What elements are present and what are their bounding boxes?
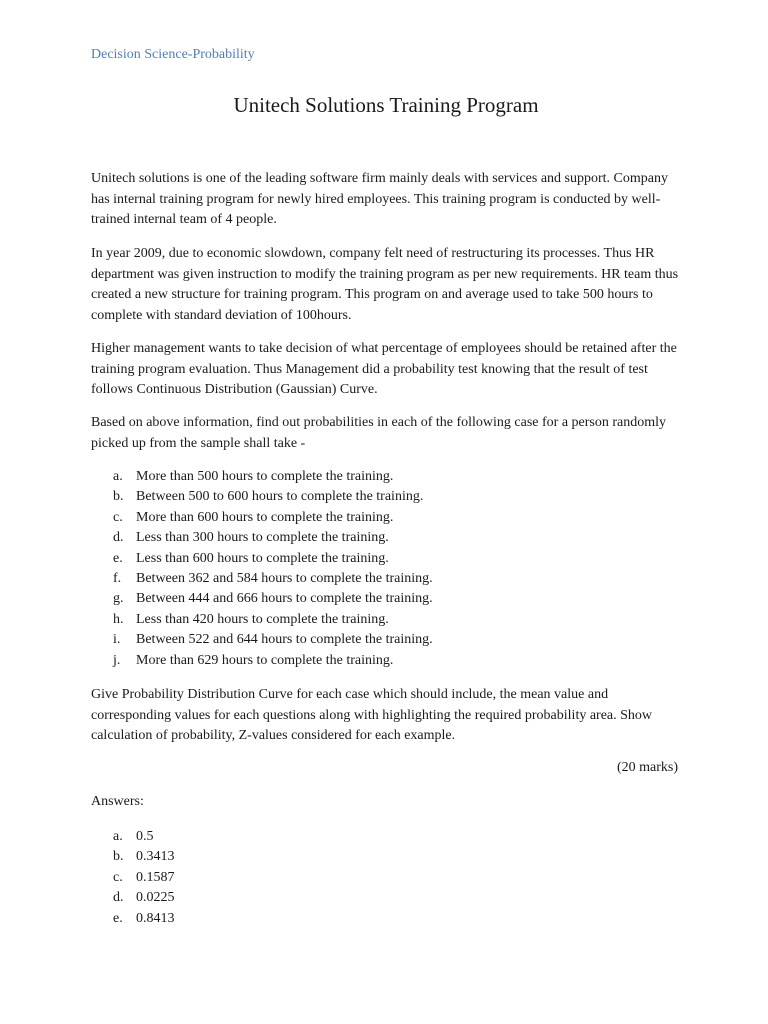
answer-list <box>91 827 681 929</box>
answer-value: 0.0225 <box>136 890 175 906</box>
list-item <box>91 827 681 847</box>
list-item-text: Between 362 and 584 hours to complete the training. <box>136 571 433 587</box>
list-item-text: Less than 420 hours to complete the training. <box>136 611 389 627</box>
list-item-text: More than 629 hours to complete the training. <box>136 652 394 668</box>
list-marker: g. <box>113 591 124 607</box>
list-marker: a. <box>113 469 123 484</box>
list-item <box>91 528 681 548</box>
answer-value: 0.1587 <box>136 869 175 885</box>
list-marker: d. <box>113 530 124 546</box>
paragraph-text: Based on above information, find out probabilities in each of the following case for a person randomly picked up from the sample shall take - <box>91 415 667 451</box>
intro-paragraph <box>91 169 681 231</box>
list-marker: a. <box>113 829 123 844</box>
list-item-text: Less than 300 hours to complete the training. <box>136 530 389 546</box>
list-marker: h. <box>113 611 124 627</box>
restructuring-paragraph <box>91 244 681 327</box>
paragraph-text: Unitech solutions is one of the leading software firm mainly deals with services and support. Company has internal training program for newly hired employees. This training program is conducted by well-trained internal team of 4 people. <box>91 171 668 228</box>
question-intro-paragraph <box>91 413 681 454</box>
list-item <box>91 651 681 671</box>
list-item <box>91 610 681 630</box>
list-item <box>91 508 681 528</box>
list-marker: f. <box>113 571 122 587</box>
list-item-text: More than 600 hours to complete the training. <box>136 509 394 525</box>
list-marker: e. <box>113 550 123 566</box>
list-marker: d. <box>113 890 124 906</box>
list-item-text: Between 522 and 644 hours to complete the training. <box>136 632 433 648</box>
list-marker: e. <box>113 910 123 926</box>
list-item-text: Less than 600 hours to complete the training. <box>136 550 389 566</box>
paragraph-text: In year 2009, due to economic slowdown, company felt need of restructuring its processes. Thus HR department was given instruction to modify the training program as per new requirements. HR team thus created a new structure for training program. This program on and average used to take 500 hours to complete with standard deviation of 100hours. <box>91 246 679 324</box>
paragraph-text: Give Probability Distribution Curve for each case which should include, the mean value and corresponding values for each questions along with highlighting the required probability area. Show calculation of probability, Z-values considered for each example. <box>91 687 653 744</box>
list-item <box>91 589 681 609</box>
running-header: Decision Science-Probability <box>91 47 255 62</box>
paragraph-text: Higher management wants to take decision of what percentage of employees should be retained after the training program evaluation. Thus Management did a probability test knowing that the result of test follows Continuous Distribution (Gaussian) Curve. <box>91 341 677 398</box>
list-item <box>91 549 681 569</box>
list-marker: i. <box>113 632 121 648</box>
answer-value: 0.3413 <box>136 849 175 865</box>
list-item <box>91 909 681 929</box>
list-marker: c. <box>113 869 123 885</box>
list-marker: j. <box>113 652 121 668</box>
list-item <box>91 467 681 487</box>
list-marker: b. <box>113 489 124 505</box>
answer-value: 0.5 <box>136 829 154 844</box>
list-item <box>91 847 681 867</box>
list-item <box>91 888 681 908</box>
list-item <box>91 487 681 507</box>
list-item <box>91 569 681 589</box>
answer-value: 0.8413 <box>136 910 175 926</box>
management-paragraph <box>91 339 681 401</box>
marks-label: (20 marks) <box>616 760 678 775</box>
answers-heading: Answers: <box>91 794 144 809</box>
instructions-paragraph <box>91 685 681 747</box>
list-item <box>91 630 681 650</box>
list-marker: b. <box>113 849 124 865</box>
list-item-text: Between 500 to 600 hours to complete the training. <box>136 489 424 505</box>
question-list <box>91 467 681 671</box>
document-title: Unitech Solutions Training Program <box>233 93 539 117</box>
list-item-text: Between 444 and 666 hours to complete the training. <box>136 591 433 607</box>
list-item <box>91 868 681 888</box>
list-item-text: More than 500 hours to complete the training. <box>136 469 394 484</box>
list-marker: c. <box>113 509 123 525</box>
